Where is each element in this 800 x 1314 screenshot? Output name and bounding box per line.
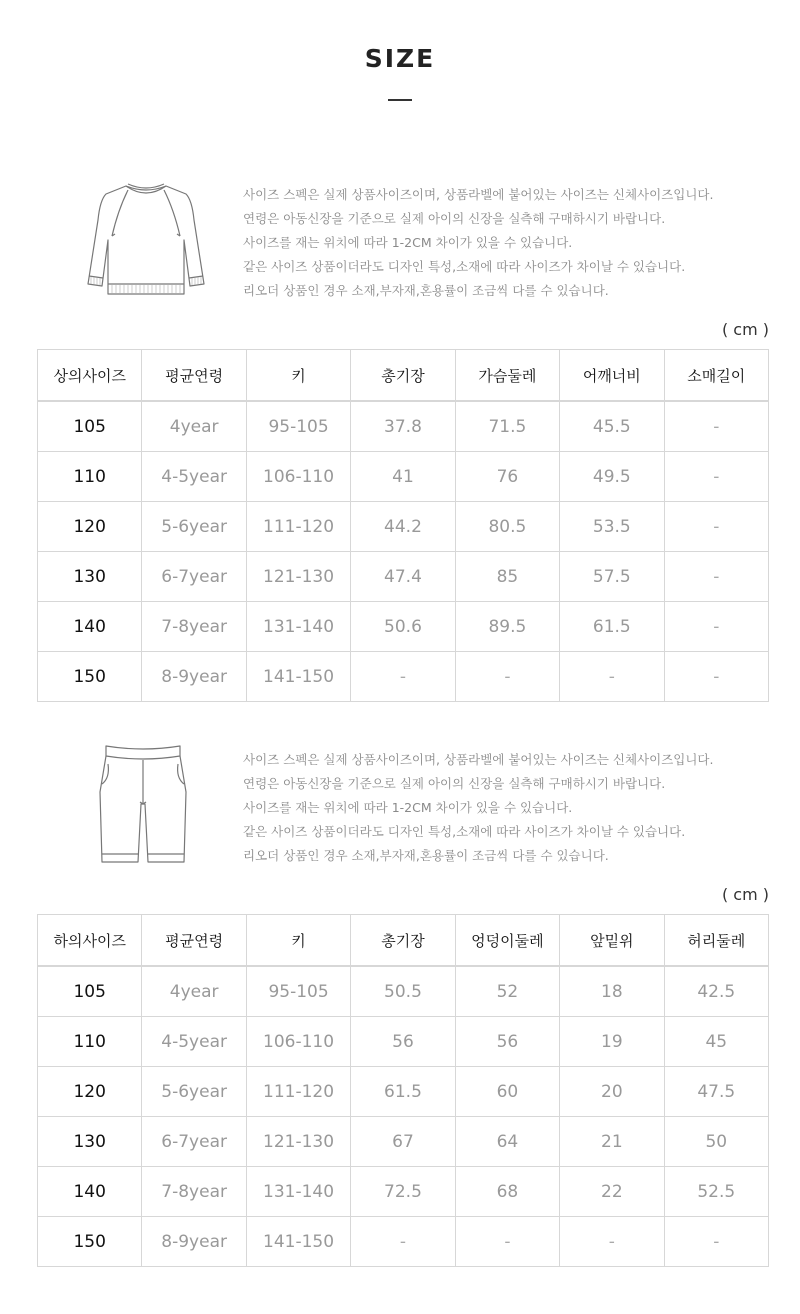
column-header: 앞밑위 xyxy=(560,915,664,967)
column-header: 어깨너비 xyxy=(560,350,664,402)
table-cell: - xyxy=(664,602,768,652)
table-row xyxy=(38,602,769,652)
column-header: 하의사이즈 xyxy=(38,915,142,967)
size-cell: 110 xyxy=(38,1017,142,1067)
size-cell: 120 xyxy=(38,1067,142,1117)
table-cell: 106-110 xyxy=(246,1017,350,1067)
top-notes xyxy=(243,186,713,306)
size-cell: 105 xyxy=(38,401,142,452)
notice-line: 리오더 상품인 경우 소재,부자재,혼용률이 조금씩 다를 수 있습니다. xyxy=(243,848,609,863)
table-cell: 61.5 xyxy=(351,1067,455,1117)
column-header: 총기장 xyxy=(351,350,455,402)
title-divider xyxy=(388,99,412,101)
table-cell: 5-6year xyxy=(142,1067,246,1117)
table-header-row xyxy=(38,350,769,402)
table-cell: - xyxy=(664,452,768,502)
table-cell: 89.5 xyxy=(455,602,559,652)
size-cell: 120 xyxy=(38,502,142,552)
notice-line: 리오더 상품인 경우 소재,부자재,혼용률이 조금씩 다를 수 있습니다. xyxy=(243,283,609,298)
table-row xyxy=(38,552,769,602)
table-cell: 76 xyxy=(455,452,559,502)
table-cell: 6-7year xyxy=(142,1117,246,1167)
table-cell: 85 xyxy=(455,552,559,602)
size-cell: 140 xyxy=(38,1167,142,1217)
size-cell: 105 xyxy=(38,966,142,1017)
table-cell: 45.5 xyxy=(560,401,664,452)
notice-line: 사이즈 스펙은 실제 상품사이즈이며, 상품라벨에 붙어있는 사이즈는 신체사이즈입니다. xyxy=(243,752,714,767)
table-cell: - xyxy=(560,1217,664,1267)
table-cell: 47.4 xyxy=(351,552,455,602)
size-cell: 150 xyxy=(38,652,142,702)
notice-line: 같은 사이즈 상품이더라도 디자인 특성,소재에 따라 사이즈가 차이날 수 있습니다. xyxy=(243,824,686,839)
table-header-row xyxy=(38,915,769,967)
table-cell: 7-8year xyxy=(142,1167,246,1217)
table-row xyxy=(38,401,769,452)
bottom-table-body xyxy=(38,966,769,1267)
table-row xyxy=(38,652,769,702)
size-cell: 110 xyxy=(38,452,142,502)
table-cell: 47.5 xyxy=(664,1067,768,1117)
bottom-size-table xyxy=(37,914,769,1267)
page-title: SIZE xyxy=(364,44,436,73)
table-cell: - xyxy=(455,1217,559,1267)
table-cell: 7-8year xyxy=(142,602,246,652)
table-cell: 121-130 xyxy=(246,552,350,602)
unit-label: ( cm ) xyxy=(721,320,769,339)
size-cell: 150 xyxy=(38,1217,142,1267)
notice-line: 연령은 아동신장을 기준으로 실제 아이의 신장을 실측해 구매하시기 바랍니다. xyxy=(243,211,666,226)
table-cell: 67 xyxy=(351,1117,455,1167)
size-cell: 130 xyxy=(38,1117,142,1167)
column-header: 상의사이즈 xyxy=(38,350,142,402)
table-cell: 4-5year xyxy=(142,452,246,502)
table-cell: 111-120 xyxy=(246,502,350,552)
table-cell: 111-120 xyxy=(246,1067,350,1117)
column-header: 평균연령 xyxy=(142,915,246,967)
table-cell: 8-9year xyxy=(142,1217,246,1267)
column-header: 키 xyxy=(246,350,350,402)
table-cell: 5-6year xyxy=(142,502,246,552)
table-row xyxy=(38,1167,769,1217)
table-cell: 95-105 xyxy=(246,401,350,452)
table-cell: - xyxy=(664,552,768,602)
column-header: 허리둘레 xyxy=(664,915,768,967)
table-cell: 4-5year xyxy=(142,1017,246,1067)
table-cell: - xyxy=(664,401,768,452)
table-cell: 95-105 xyxy=(246,966,350,1017)
table-cell: 52 xyxy=(455,966,559,1017)
table-cell: 56 xyxy=(455,1017,559,1067)
unit-label: ( cm ) xyxy=(721,885,769,904)
table-cell: 22 xyxy=(560,1167,664,1217)
table-cell: 45 xyxy=(664,1017,768,1067)
table-row xyxy=(38,452,769,502)
table-cell: 21 xyxy=(560,1117,664,1167)
top-size-table xyxy=(37,349,769,702)
column-header: 총기장 xyxy=(351,915,455,967)
table-cell: 57.5 xyxy=(560,552,664,602)
table-cell: 131-140 xyxy=(246,602,350,652)
column-header: 가슴둘레 xyxy=(455,350,559,402)
column-header: 평균연령 xyxy=(142,350,246,402)
notice-line: 사이즈 스펙은 실제 상품사이즈이며, 상품라벨에 붙어있는 사이즈는 신체사이즈입니다. xyxy=(243,187,714,202)
table-cell: 42.5 xyxy=(664,966,768,1017)
size-cell: 130 xyxy=(38,552,142,602)
shorts-icon xyxy=(96,742,190,868)
bottom-notes xyxy=(243,751,713,871)
table-cell: 44.2 xyxy=(351,502,455,552)
table-cell: 72.5 xyxy=(351,1167,455,1217)
notice-line: 연령은 아동신장을 기준으로 실제 아이의 신장을 실측해 구매하시기 바랍니다. xyxy=(243,776,666,791)
table-row xyxy=(38,1217,769,1267)
table-cell: 64 xyxy=(455,1117,559,1167)
table-row xyxy=(38,1067,769,1117)
table-cell: 37.8 xyxy=(351,401,455,452)
table-row xyxy=(38,966,769,1017)
table-cell: 19 xyxy=(560,1017,664,1067)
table-cell: 52.5 xyxy=(664,1167,768,1217)
table-cell: - xyxy=(560,652,664,702)
table-cell: 50.6 xyxy=(351,602,455,652)
table-cell: 121-130 xyxy=(246,1117,350,1167)
table-cell: - xyxy=(351,1217,455,1267)
table-cell: 68 xyxy=(455,1167,559,1217)
table-cell: 53.5 xyxy=(560,502,664,552)
table-cell: 61.5 xyxy=(560,602,664,652)
table-row xyxy=(38,1117,769,1167)
sweatshirt-icon xyxy=(82,180,210,300)
table-cell: 131-140 xyxy=(246,1167,350,1217)
table-cell: 50.5 xyxy=(351,966,455,1017)
table-cell: 50 xyxy=(664,1117,768,1167)
table-cell: - xyxy=(664,652,768,702)
table-cell: 41 xyxy=(351,452,455,502)
table-cell: - xyxy=(455,652,559,702)
table-cell: - xyxy=(351,652,455,702)
notice-line: 사이즈를 재는 위치에 따라 1-2CM 차이가 있을 수 있습니다. xyxy=(243,800,573,815)
column-header: 키 xyxy=(246,915,350,967)
table-cell: - xyxy=(664,502,768,552)
notice-line: 같은 사이즈 상품이더라도 디자인 특성,소재에 따라 사이즈가 차이날 수 있습니다. xyxy=(243,259,686,274)
table-cell: 60 xyxy=(455,1067,559,1117)
table-cell: 56 xyxy=(351,1017,455,1067)
size-cell: 140 xyxy=(38,602,142,652)
table-cell: 71.5 xyxy=(455,401,559,452)
table-cell: 4year xyxy=(142,966,246,1017)
column-header: 소매길이 xyxy=(664,350,768,402)
table-cell: 20 xyxy=(560,1067,664,1117)
table-cell: 141-150 xyxy=(246,1217,350,1267)
column-header: 엉덩이둘레 xyxy=(455,915,559,967)
table-cell: 141-150 xyxy=(246,652,350,702)
table-row xyxy=(38,502,769,552)
table-cell: 49.5 xyxy=(560,452,664,502)
table-cell: 8-9year xyxy=(142,652,246,702)
table-cell: 4year xyxy=(142,401,246,452)
table-row xyxy=(38,1017,769,1067)
table-cell: 106-110 xyxy=(246,452,350,502)
notice-line: 사이즈를 재는 위치에 따라 1-2CM 차이가 있을 수 있습니다. xyxy=(243,235,573,250)
table-cell: 6-7year xyxy=(142,552,246,602)
table-cell: - xyxy=(664,1217,768,1267)
top-table-body xyxy=(38,401,769,702)
table-cell: 80.5 xyxy=(455,502,559,552)
table-cell: 18 xyxy=(560,966,664,1017)
